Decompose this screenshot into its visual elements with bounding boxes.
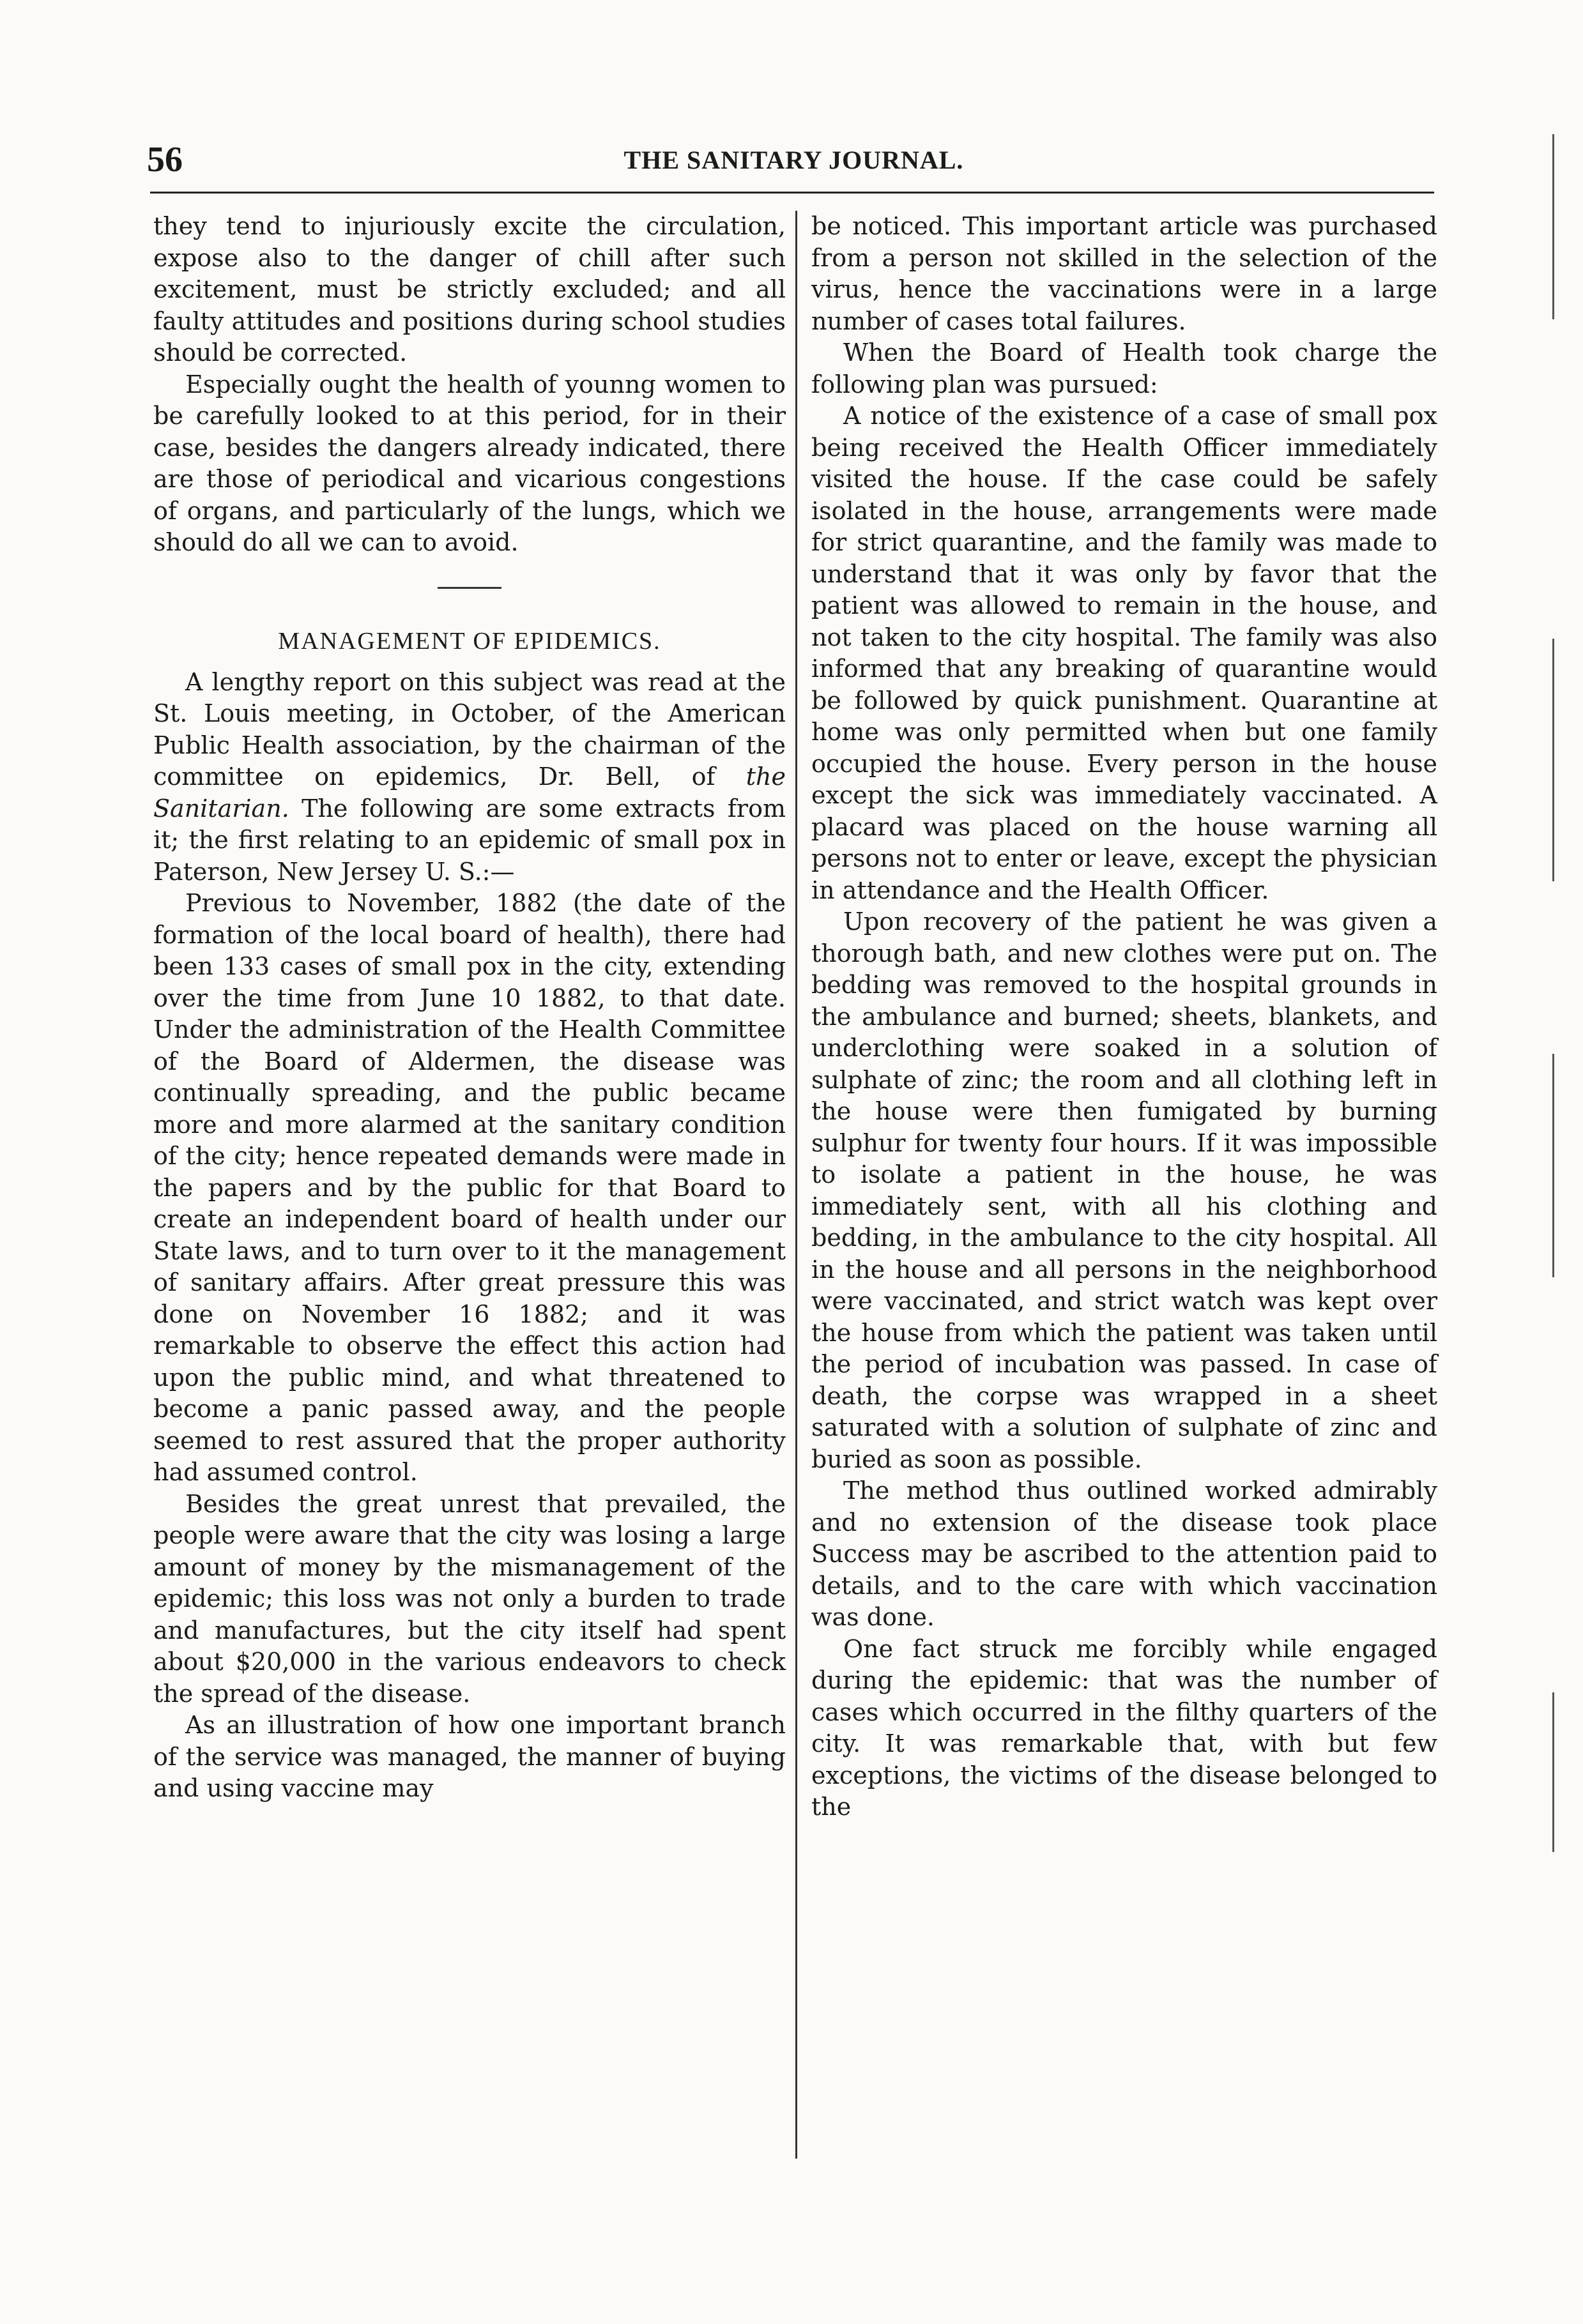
paragraph: Upon recovery of the patient he was given a thorough bath, and new clothes were put on. The bedding was removed to the hospital grounds in the ambulance and burned; sheets, blankets, and underclothing were soaked in a solution of sulphate of zinc; the room and all clothing left in the house were then fumigated by burning sulphur for twenty four hours. If it was impossible to isolate a patient in the house, he was immediately sent, with all his clothing and bedding, in the ambulance to the city hospital. All in the house and all persons in the neighborhood were vaccinated, and strict watch was kept over the house from which the patient was taken until the period of incubation was passed. In case of death, the corpse was wrapped in a sheet saturated with a solution of sulphate of zinc and buried as soon as possible. <box>811 908 1437 1473</box>
paragraph: Especially ought the health of younng women to be carefully looked to at this period, for in their case, besides the dangers already indicated, there are those of periodical and vicarious congestions of organs, and particularly of the lungs, which we should do all we can to avoid. <box>153 370 786 556</box>
paragraph: When the Board of Health took charge the following plan was pursued: <box>811 338 1437 399</box>
running-title: THE SANITARY JOURNAL. <box>623 146 964 174</box>
paragraph: The method thus outlined worked admirably and no extension of the disease took place Success may be ascribed to the attention paid to details, and to the care with which vaccination was done. <box>811 1477 1437 1631</box>
scan-edge-mark <box>1552 1054 1554 1277</box>
page-number: 56 <box>147 140 183 179</box>
paragraph <box>153 667 786 888</box>
scan-edge-mark <box>1552 639 1554 881</box>
section-divider <box>438 587 501 589</box>
column-divider <box>795 211 797 2159</box>
paragraph: be noticed. This important article was purchased from a person not skilled in the selection of the virus, hence the vaccinations were in a large number of cases total failures. <box>811 212 1437 335</box>
paragraph: One fact struck me forcibly while engaged during the epidemic: that was the number of cases which occurred in the filthy quarters of the city. It was remarkable that, with but few exceptions, the victims of the disease belonged to the <box>811 1634 1437 1821</box>
paragraph: As an illustration of how one important branch of the service was managed, the manner of buying and using vaccine may <box>153 1711 786 1802</box>
report-text: A lengthy report on this subject was read at the St. Louis meeting, in October, of the American Public Health association, by the chairman of the committee on epidemics, Dr. Bell, of <box>153 667 786 791</box>
report-text: The following are some extracts from it; the first relating to an epidemic of small pox in Paterson, New Jersey U. S.:— <box>153 794 786 886</box>
paragraph: they tend to injuriously excite the circulation, expose also to the danger of chill after such excitement, must be strictly excluded; and all faulty attitudes and positions during school studies should be corrected. <box>153 212 786 367</box>
scan-edge-mark <box>1552 1692 1554 1852</box>
paragraph: Previous to November, 1882 (the date of the formation of the local board of health), there had been 133 cases of small pox in the city, extending over the time from June 10 1882, to that date. Under the administration of the Health Committee of the Board of Aldermen, the disease was continually spreading, and the public became more and more alarmed at the sanitary condition of the city; hence repeated demands were made in the papers and by the public for that Board to create an independent board of health under our State laws, and to turn over to it the management of sanitary affairs. After great pressure this was done on November 16 1882; and it was remarkable to observe the effect this action had upon the public mind, and what threatened to become a panic passed away, and the people seemed to rest assured that the proper authority had assumed control. <box>153 889 786 1486</box>
right-column <box>811 211 1437 1823</box>
section-heading: MANAGEMENT OF EPIDEMICS. <box>278 627 661 655</box>
paragraph: Besides the great unrest that prevailed, the people were aware that the city was losing a large amount of money by the mismanagement of the epidemic; this loss was not only a burden to trade and manufactures, but the city itself had spent about $20,000 in the various endeavors to check the spread of the disease. <box>153 1489 786 1708</box>
header-rule <box>150 192 1434 194</box>
scan-edge-mark <box>1552 134 1554 319</box>
left-column <box>153 211 786 1805</box>
publication-title: the Sanitarian. <box>153 763 786 823</box>
paragraph: A notice of the existence of a case of small pox being received the Health Officer immediately visited the house. If the case could be safely isolated in the house, arrangements were made for strict quarantine, and the family was made to understand that it was only by favor that the patient was allowed to remain in the house, and not taken to the city hospital. The family was also informed that any breaking of quarantine would be followed by quick punishment. Quarantine at home was only permitted when but one family occupied the house. Every person in the house except the sick was immediately vaccinated. A placard was placed on the house warning all persons not to enter or leave, except the physician in attendance and the Health Officer. <box>811 402 1437 904</box>
page-header <box>147 137 1441 182</box>
